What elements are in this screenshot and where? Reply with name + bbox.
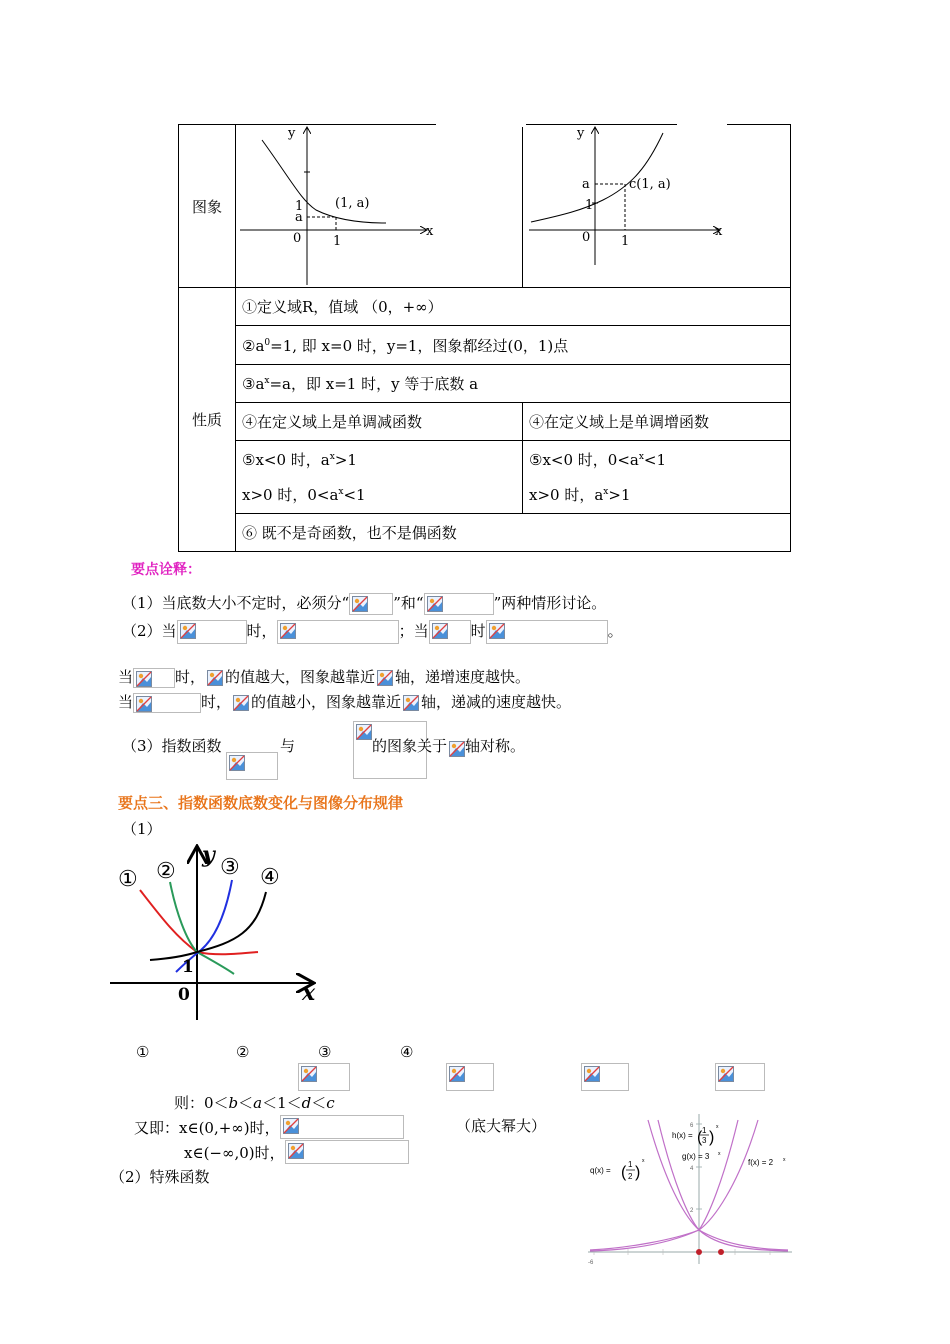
note-4: 当 时， 的值越小，图象越靠近 轴，递减的速度越快。 — [118, 693, 572, 711]
section3-sub1: （1） — [122, 820, 162, 838]
y-label: y — [202, 842, 215, 868]
prop-4-right: ④在定义域上是单调增函数 — [523, 403, 791, 441]
one-label: 1 — [182, 957, 194, 977]
svg-text:2: 2 — [628, 1172, 633, 1181]
prop-1: ①定义域R，值域 （0，+∞） — [236, 288, 791, 326]
a-label: a — [295, 210, 303, 225]
svg-text:): ) — [709, 1129, 715, 1146]
formula-image — [486, 620, 608, 644]
a-label: a — [582, 177, 590, 192]
svg-text:f(x) = 2: f(x) = 2 — [748, 1158, 774, 1167]
one-y-label: 1 — [585, 198, 594, 213]
svg-text:h(x) =: h(x) = — [672, 1131, 693, 1140]
origin-label: 0 — [293, 231, 302, 246]
one-x-label: 1 — [621, 234, 630, 249]
prop-3: $③a^x=a$，即 x=1 时，y 等于底数 a — [236, 365, 791, 403]
label-f — [748, 1157, 786, 1167]
formula-image — [429, 620, 471, 644]
curve-label-4: ④ — [260, 865, 280, 890]
formula-image — [424, 593, 494, 615]
tick-2: 2 — [690, 1208, 694, 1214]
tick-neg6: -6 — [588, 1260, 594, 1266]
svg-text:x: x — [783, 1157, 786, 1163]
svg-text:1: 1 — [702, 1126, 707, 1135]
point-label: c(1, a) — [629, 177, 671, 192]
base-comparison-graph — [106, 842, 326, 1024]
formula-image — [285, 1140, 409, 1164]
label-g — [682, 1151, 721, 1161]
curve-label-row-1: ① — [136, 1043, 150, 1061]
y-label: y — [577, 126, 585, 141]
curve-label-1: ① — [118, 867, 138, 892]
svg-text:): ) — [635, 1164, 641, 1181]
point-label: (1, a) — [335, 196, 370, 211]
point-origin — [696, 1249, 702, 1255]
formula-image — [446, 1063, 494, 1091]
formula-image — [231, 693, 251, 713]
curve-label-3: ③ — [220, 855, 240, 880]
curve-g — [590, 1120, 738, 1251]
formula-image — [277, 620, 399, 644]
properties-table — [178, 124, 791, 552]
label-q — [590, 1158, 645, 1181]
svg-text:q(x) =: q(x) = — [590, 1166, 611, 1175]
note-1: （1）当底数大小不定时，必须分“ ”和“ ”两种情形讨论。 — [122, 592, 606, 615]
curve-4 — [150, 892, 266, 960]
origin-label: 0 — [582, 230, 591, 245]
graph-cell-increasing — [523, 125, 791, 288]
curve-label-row-3: ③ — [318, 1043, 332, 1061]
also-line-1: 又即：x∈(0,+∞)时， — [134, 1115, 404, 1139]
note-2: （2）当 时， ；当 时 。 — [122, 620, 623, 644]
prop-5-left: ⑤x<0 时，$a^x>1$ x>0 时，$0<a^x<1$ — [236, 441, 523, 514]
formula-image — [401, 693, 421, 713]
graph-cell-decreasing — [236, 125, 523, 288]
then-inequality: 则：0＜b＜a＜1＜d＜c — [174, 1094, 335, 1112]
svg-text:3: 3 — [702, 1136, 707, 1145]
svg-text:x: x — [642, 1158, 645, 1164]
special-functions-graph — [588, 1112, 794, 1268]
formula-image — [375, 668, 395, 688]
tick-4: 4 — [690, 1166, 694, 1172]
formula-image — [447, 739, 465, 761]
curve-2 — [170, 882, 234, 974]
also-note: （底大幂大） — [456, 1117, 547, 1135]
svg-text:(: ( — [621, 1164, 627, 1181]
formula-image — [349, 593, 393, 615]
x-label: x — [302, 980, 316, 1006]
formula-image — [133, 668, 175, 688]
curve-1 — [140, 890, 258, 954]
tick-6: 6 — [690, 1123, 694, 1129]
x-label: x — [715, 224, 723, 239]
curve-label-row-2: ② — [236, 1043, 250, 1061]
prop-4-left: ④在定义域上是单调减函数 — [236, 403, 523, 441]
x-label: x — [426, 224, 434, 239]
formula-image — [226, 752, 278, 780]
formula-image — [177, 620, 247, 644]
prop-5-right: ⑤x<0 时，$0<a^x<1$ x>0 时，$a^x>1$ — [523, 441, 791, 514]
also-line-2: x∈(−∞,0)时， — [184, 1140, 409, 1164]
section3-sub2: （2）特殊函数 — [110, 1168, 210, 1186]
one-y-label: 1 — [295, 199, 304, 214]
note-3: 当 时， 的值越大，图象越靠近 轴，递增速度越快。 — [118, 668, 531, 686]
note-5-rest: 的图象关于 轴对称。 — [372, 735, 525, 761]
one-x-label: 1 — [333, 234, 342, 249]
row-label-image: 图象 — [179, 125, 236, 288]
note-5-and: 与 — [280, 737, 296, 755]
point-one — [718, 1249, 724, 1255]
prop-2: $②a^0=1$, 即 x=0 时，y=1，图象都经过(0，1)点 — [236, 326, 791, 365]
label-h — [672, 1124, 719, 1146]
increasing-graph — [523, 125, 790, 287]
svg-text:g(x) = 3: g(x) = 3 — [682, 1152, 710, 1161]
decreasing-graph — [236, 125, 522, 287]
row-label-props: 性质 — [179, 288, 236, 552]
notes-heading: 要点诠释： — [131, 562, 201, 578]
origin-label: 0 — [178, 985, 190, 1005]
formula-image — [205, 668, 225, 688]
formula-image — [280, 1115, 404, 1139]
svg-text:x: x — [716, 1124, 719, 1130]
curve-q — [648, 1120, 788, 1250]
curve-label-2: ② — [156, 859, 176, 884]
svg-text:x: x — [718, 1151, 721, 1157]
note-5: （3）指数函数 — [122, 737, 222, 755]
formula-image — [715, 1063, 765, 1091]
section3-heading: 要点三、指数函数底数变化与图像分布规律 — [118, 794, 404, 812]
prop-6: ⑥ 既不是奇函数，也不是偶函数 — [236, 514, 791, 552]
curve-label-row-4: ④ — [400, 1043, 414, 1061]
y-label: y — [288, 126, 296, 141]
svg-text:(: ( — [697, 1129, 703, 1146]
formula-image — [133, 693, 201, 713]
formula-image — [298, 1063, 350, 1091]
svg-text:1: 1 — [628, 1160, 633, 1169]
formula-image — [581, 1063, 629, 1091]
